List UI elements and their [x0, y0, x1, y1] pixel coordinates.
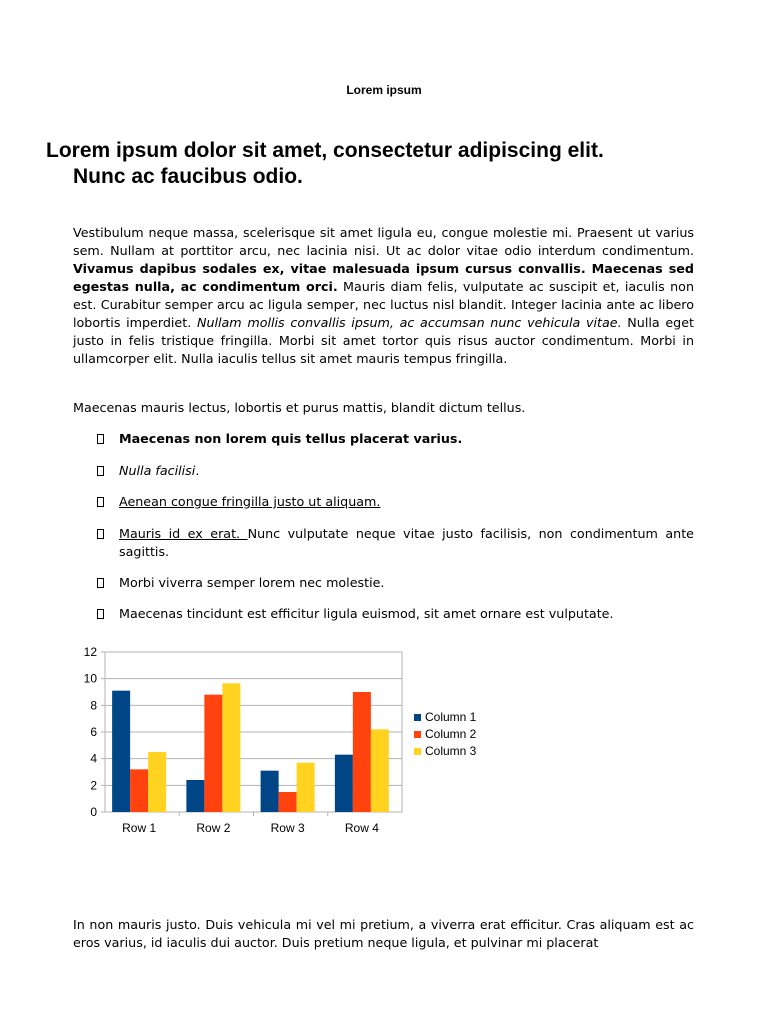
list-item [73, 430, 694, 448]
y-tick-label: 12 [83, 645, 97, 659]
bar-column-2-row-2 [204, 695, 222, 812]
list-item-5-text: Morbi viverra semper lorem nec molestie. [119, 574, 385, 590]
paragraph-1-italic: Nullam mollis convallis ipsum, ac accumsan nunc vehicula vitae. [196, 315, 622, 330]
paragraph-1 [73, 224, 694, 368]
bullet-icon [97, 497, 104, 507]
bullet-list [73, 430, 694, 637]
heading-line-1: Lorem ipsum dolor sit amet, consectetur adipiscing elit. [46, 139, 604, 162]
paragraph-3: In non mauris justo. Duis vehicula mi vel mi pretium, a viverra erat efficitur. Cras aliquam est ac eros varius, id iaculis dui auctor. Duis pretium neque ligula, et pulvinar mi placerat [73, 917, 694, 950]
y-tick-label: 0 [90, 805, 97, 819]
x-tick-label: Row 1 [122, 821, 157, 835]
bar-column-2-row-4 [353, 692, 371, 812]
y-tick-label: 2 [90, 778, 97, 793]
list-item-1-text: Maecenas non lorem quis tellus placerat varius. [119, 431, 463, 446]
legend-label: Column 1 [425, 710, 477, 724]
list-item [73, 462, 694, 480]
bar-column-1-row-3 [261, 771, 279, 812]
bar-column-3-row-3 [297, 763, 315, 812]
bar-chart [70, 640, 500, 840]
x-tick-label: Row 2 [196, 821, 231, 835]
list-item-4-underlined: Mauris id ex erat. [119, 525, 248, 541]
legend-swatch [414, 714, 421, 721]
bar-column-2-row-3 [279, 792, 297, 812]
list-item [73, 605, 694, 623]
x-tick-label: Row 4 [344, 821, 379, 835]
bar-column-3-row-2 [222, 683, 240, 812]
heading-line-2: Nunc ac faucibus odio. [73, 165, 303, 188]
paragraph-1-bold: Vivamus dapibus sodales ex, vitae malesuada ipsum cursus convallis. Maecenas sed egestas nulla, ac condimentum orci. [73, 261, 694, 294]
y-tick-label: 8 [90, 698, 97, 713]
list-item [73, 525, 694, 561]
list-item-2-text: Nulla facilisi [119, 462, 196, 478]
paragraph-1-part-1: Vestibulum neque massa, scelerisque sit amet ligula eu, congue molestie mi. Praesent ut varius sem. Nullam at porttitor arcu, nec lacinia nisi. Ut ac dolor vitae odio interdum condimentum. [73, 225, 694, 258]
bar-column-1-row-1 [112, 691, 130, 812]
bar-column-2-row-1 [130, 769, 148, 812]
bullet-icon [97, 466, 104, 476]
chart-svg [70, 640, 500, 840]
y-tick-label: 4 [90, 751, 97, 766]
list-item-3-text: Aenean congue fringilla justo ut aliquam. [119, 494, 381, 509]
document-heading [46, 138, 726, 190]
paragraph-1-part-2: Mauris diam felis, vulputate ac suscipit et, iaculis non est. Curabitur semper arcu ac ligula semper, nec luctus nisl blandit. Integer lacinia ante ac libero lobortis imperdiet. [73, 279, 694, 330]
page-header: Lorem ipsum [346, 83, 422, 97]
list-item-4-rest: Nunc vulputate neque vitae justo facilisis, non condimentum ante sagittis. [119, 525, 694, 559]
bar-column-1-row-2 [186, 780, 204, 812]
list-item-2-tail: . [195, 462, 200, 478]
bullet-icon [97, 578, 104, 588]
bar-column-1-row-4 [335, 755, 353, 812]
legend-swatch [414, 748, 421, 755]
y-tick-label: 6 [90, 725, 97, 739]
legend-label: Column 2 [425, 727, 477, 741]
list-item-6-text: Maecenas tincidunt est efficitur ligula euismod, sit amet ornare est vulputate. [119, 606, 614, 621]
y-tick-label: 10 [83, 671, 97, 686]
paragraph-1-part-3: Nulla eget justo in felis tristique fringilla. Morbi sit amet tortor quis risus auctor condimentum. Morbi in ullamcorper elit. Nulla iaculis tellus sit amet mauris tempus fringilla. [73, 315, 694, 366]
bar-column-3-row-4 [371, 729, 389, 812]
legend-label: Column 3 [425, 744, 477, 758]
bullet-icon [97, 434, 104, 444]
paragraph-2: Maecenas mauris lectus, lobortis et purus mattis, blandit dictum tellus. [73, 400, 526, 415]
x-tick-label: Row 3 [270, 821, 305, 835]
list-item [73, 574, 694, 592]
list-item [73, 493, 694, 511]
bar-column-3-row-1 [148, 752, 166, 812]
bullet-icon [97, 529, 104, 539]
legend-swatch [414, 731, 421, 738]
bullet-icon [97, 609, 104, 619]
